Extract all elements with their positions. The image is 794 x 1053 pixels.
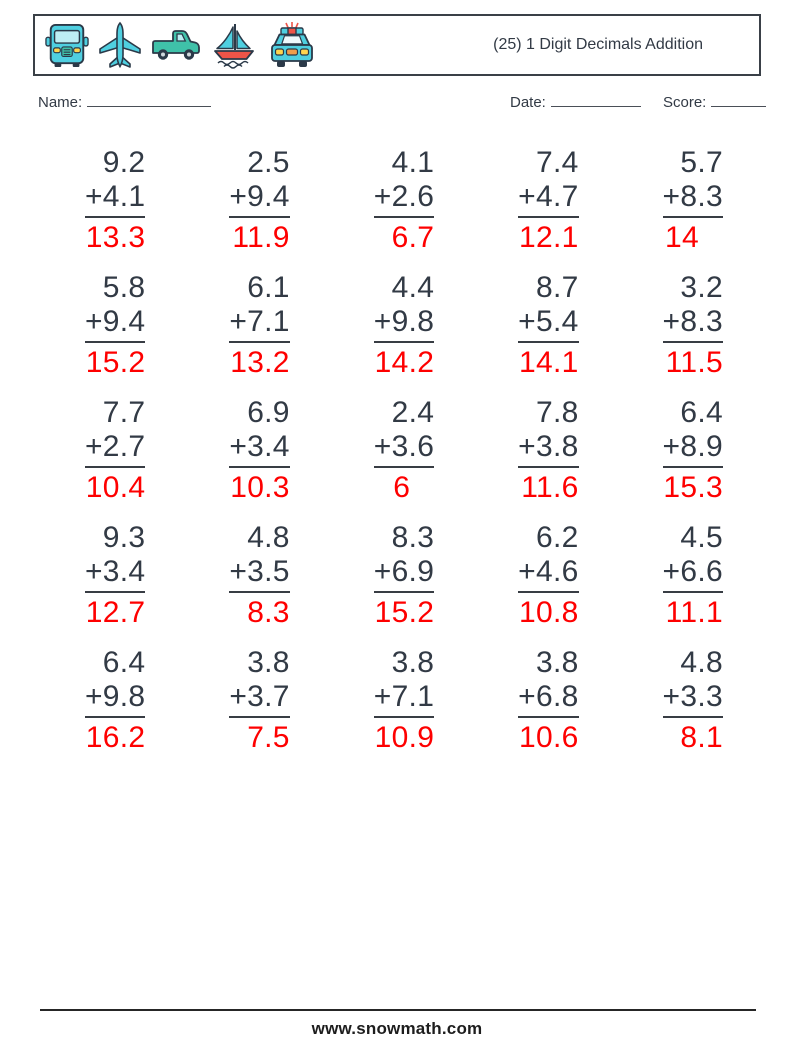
problem-cell [35,396,179,521]
addition-problem [374,146,434,255]
addend-top: 6.2 [535,521,579,554]
date-field [510,91,641,111]
addition-problem [518,396,578,505]
answer-value: 10.9 [374,721,435,754]
addend-bottom-with-rule: +3.4 [85,555,145,593]
answer-value: 10.6 [519,721,579,754]
addend-bottom-with-rule: +7.1 [229,305,289,343]
answer-value: 12.7 [85,596,146,629]
answer-value: 8.3 [247,596,290,629]
name-blank-line [87,91,211,107]
answer-value: 7.5 [247,721,290,754]
answer-value: 12.1 [519,221,579,254]
addition-problem [85,521,145,630]
vehicle-icons [45,21,317,69]
problem-cell [324,146,468,271]
addition-problem [374,396,434,505]
addend-top: 9.2 [102,146,146,179]
addend-top: 8.3 [391,521,435,554]
answer-value: 15.2 [85,346,146,379]
addition-problem [663,521,723,630]
addend-bottom-with-rule: +6.6 [663,555,723,593]
addend-bottom-with-rule: +6.8 [518,680,578,718]
addition-problem [374,646,434,755]
website-text: www.snowmath.com [311,1019,483,1038]
addend-bottom-with-rule: +3.7 [229,680,289,718]
answer-value: 11.6 [521,471,579,504]
problem-cell [613,646,757,771]
answer-value: 14.1 [519,346,579,379]
problem-cell [468,271,612,396]
answer-value: 6 [393,471,411,504]
addend-top: 5.7 [680,146,723,179]
addend-bottom-with-rule: +8.9 [663,430,723,468]
addend-bottom-with-rule: +9.8 [85,680,145,718]
header [33,14,761,76]
problem-cell [324,396,468,521]
addition-problem [85,646,145,755]
problem-cell [179,646,323,771]
addend-top: 9.3 [102,521,146,554]
addition-problem [229,146,289,255]
answer-value: 13.3 [85,221,146,254]
addition-problem [229,521,289,630]
addition-problem [663,646,723,755]
addend-top: 4.5 [680,521,723,554]
name-field [38,91,211,111]
addend-bottom-with-rule: +3.5 [229,555,289,593]
addend-bottom-with-rule: +9.4 [229,180,289,218]
problem-cell [468,396,612,521]
answer-value: 10.8 [519,596,579,629]
problem-cell [324,646,468,771]
footer-divider [40,1009,756,1011]
problem-cell [179,146,323,271]
addend-bottom-with-rule: +2.7 [85,430,145,468]
addend-bottom-with-rule: +8.3 [663,180,723,218]
addend-top: 3.8 [535,646,579,679]
problem-cell [324,271,468,396]
problems-grid [35,146,757,771]
addend-top: 4.1 [391,146,435,179]
addend-bottom-with-rule: +3.6 [374,430,434,468]
addend-top: 5.8 [102,271,146,304]
addition-problem [374,521,434,630]
problem-cell [35,146,179,271]
addend-bottom-with-rule: +9.8 [374,305,434,343]
worksheet-title: (25) 1 Digit Decimals Addition [493,36,703,53]
addition-problem [663,396,723,505]
addition-problem [229,396,289,505]
addition-problem [663,271,723,380]
addend-bottom-with-rule: +7.1 [374,680,434,718]
problem-cell [468,146,612,271]
score-blank-line [711,91,766,107]
addend-bottom-with-rule: +9.4 [85,305,145,343]
addend-bottom-with-rule: +3.3 [663,680,723,718]
problem-cell [35,646,179,771]
addition-problem [85,271,145,380]
answer-value: 16.2 [85,721,146,754]
answer-value: 15.3 [663,471,723,504]
addend-bottom-with-rule: +4.6 [518,555,578,593]
answer-value: 13.2 [230,346,290,379]
addend-top: 3.2 [680,271,723,304]
problem-cell [35,521,179,646]
truck-icon [151,21,201,69]
problem-cell [179,521,323,646]
problem-cell [613,271,757,396]
addend-top: 2.4 [391,396,435,429]
addition-problem [518,271,578,380]
problem-cell [468,646,612,771]
addend-bottom-with-rule: +4.1 [85,180,145,218]
fields-row [0,91,794,117]
addend-bottom-with-rule: +2.6 [374,180,434,218]
addition-problem [518,146,578,255]
airplane-icon [98,21,142,69]
answer-value: 10.4 [85,471,146,504]
addend-top: 7.7 [102,396,146,429]
score-label: Score: [663,94,707,111]
addend-bottom-with-rule: +8.3 [663,305,723,343]
problem-cell [35,271,179,396]
addend-top: 7.4 [535,146,579,179]
problem-cell [613,396,757,521]
problem-cell [613,521,757,646]
addend-bottom-with-rule: +4.7 [518,180,578,218]
answer-value: 11.1 [665,596,723,629]
score-field [663,91,766,111]
addition-problem [85,146,145,255]
addend-top: 7.8 [535,396,579,429]
addend-top: 4.8 [247,521,290,554]
name-label: Name: [38,94,83,111]
date-label: Date: [510,94,546,111]
date-blank-line [551,91,641,107]
addend-top: 3.8 [247,646,290,679]
police-car-icon [267,21,317,69]
answer-value: 15.2 [374,596,435,629]
addend-top: 8.7 [535,271,579,304]
addend-top: 6.4 [680,396,723,429]
problem-cell [324,521,468,646]
addition-problem [85,396,145,505]
problem-cell [468,521,612,646]
addend-bottom-with-rule: +3.4 [229,430,289,468]
addition-problem [518,521,578,630]
addition-problem [518,646,578,755]
answer-value: 11.9 [232,221,290,254]
addend-top: 3.8 [391,646,435,679]
sailboat-icon [210,21,258,69]
bus-icon [45,21,89,69]
problem-cell [613,146,757,271]
addend-top: 2.5 [247,146,290,179]
answer-value: 11.5 [665,346,723,379]
addition-problem [229,271,289,380]
addition-problem [663,146,723,255]
addend-top: 6.9 [247,396,290,429]
addend-top: 6.4 [102,646,146,679]
addend-bottom-with-rule: +6.9 [374,555,434,593]
problem-cell [179,396,323,521]
addend-top: 4.8 [680,646,723,679]
answer-value: 10.3 [230,471,290,504]
addition-problem [229,646,289,755]
addition-problem [374,271,434,380]
addend-bottom-with-rule: +3.8 [518,430,578,468]
addend-top: 4.4 [391,271,435,304]
answer-value: 6.7 [391,221,435,254]
addend-top: 6.1 [247,271,290,304]
answer-value: 14.2 [374,346,435,379]
answer-value: 14 [665,221,699,254]
addend-bottom-with-rule: +5.4 [518,305,578,343]
problem-cell [179,271,323,396]
answer-value: 8.1 [680,721,723,754]
